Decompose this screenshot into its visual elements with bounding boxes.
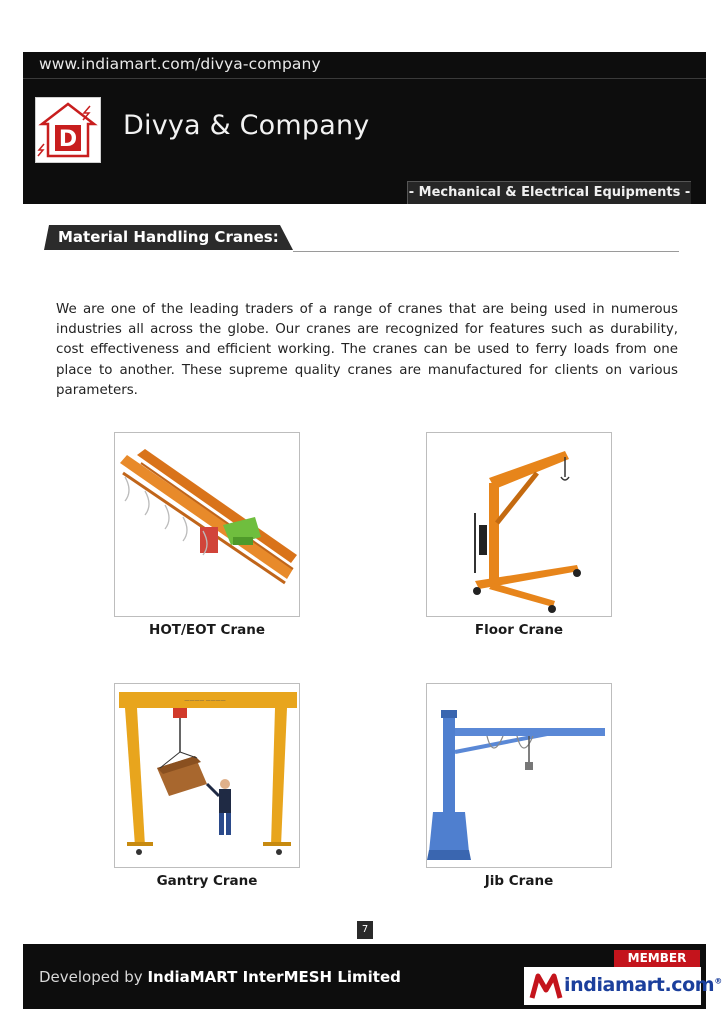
section-divider bbox=[293, 251, 679, 252]
section-title: Material Handling Cranes: bbox=[58, 228, 279, 246]
house-logo-icon bbox=[36, 98, 100, 162]
intro-paragraph: We are one of the leading traders of a range of cranes that are being used in numerous industries all across the globe. Our cranes are recognized for features such as durability, cost effectiveness and efficient working. The cranes can be used to ferry loads from one place to another. These supreme quality cranes are manufactured for clients on various parameters. bbox=[56, 302, 678, 398]
tagline: - Mechanical & Electrical Equipments - bbox=[408, 185, 691, 200]
member-badge: MEMBER bbox=[614, 950, 700, 967]
indiamart-brand-text: indiamart.com® bbox=[564, 974, 722, 996]
indiamart-m-icon bbox=[528, 968, 564, 1004]
overhead-crane-image bbox=[115, 433, 299, 616]
page-number: 7 bbox=[357, 921, 373, 939]
website-url[interactable]: www.indiamart.com/divya-company bbox=[39, 55, 321, 73]
developer-name[interactable]: IndiaMART InterMESH Limited bbox=[147, 968, 401, 986]
header-divider bbox=[23, 78, 706, 79]
product-card-jib-crane[interactable] bbox=[426, 683, 612, 868]
product-caption: Gantry Crane bbox=[156, 873, 258, 889]
product-card-floor-crane[interactable] bbox=[426, 432, 612, 617]
brochure-page bbox=[23, 52, 722, 1009]
svg-text:———— ————: ———— ———— bbox=[184, 698, 226, 704]
jib-crane-image bbox=[427, 684, 611, 867]
company-logo bbox=[35, 97, 101, 163]
page-footer bbox=[23, 944, 722, 1009]
product-card-gantry-crane[interactable] bbox=[114, 683, 300, 868]
gantry-crane-image bbox=[115, 684, 299, 867]
product-caption: HOT/EOT Crane bbox=[149, 622, 265, 638]
product-card-hot-eot-crane[interactable] bbox=[114, 432, 300, 617]
floor-crane-image bbox=[427, 433, 611, 616]
company-name: Divya & Company bbox=[123, 110, 370, 141]
developed-by-label: Developed by bbox=[39, 968, 143, 986]
indiamart-logo[interactable] bbox=[524, 967, 722, 1005]
page-header bbox=[23, 52, 706, 204]
svg-text:D: D bbox=[58, 127, 78, 152]
developer-credit bbox=[39, 968, 401, 986]
tagline-box bbox=[407, 181, 691, 204]
product-caption: Floor Crane bbox=[474, 622, 564, 638]
product-caption: Jib Crane bbox=[484, 873, 554, 889]
